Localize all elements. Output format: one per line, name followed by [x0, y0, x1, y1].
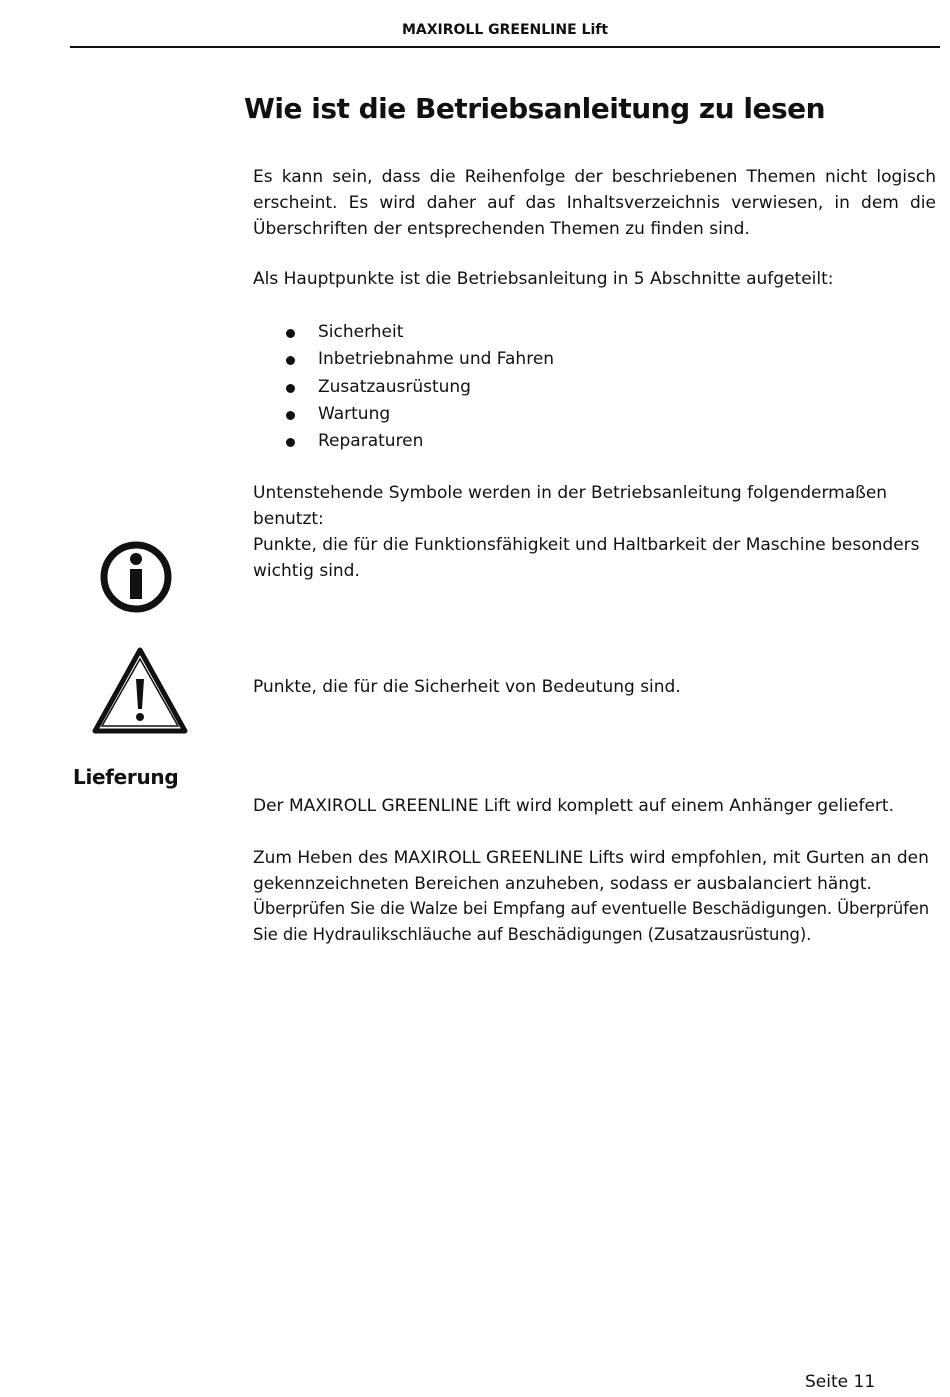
sections-intro: Als Hauptpunkte ist die Betriebsanleitung in 5 Abschnitte aufgeteilt: [253, 269, 834, 289]
info-icon [99, 540, 173, 614]
list-item: Sicherheit [253, 319, 554, 346]
intro-paragraph: Es kann sein, dass die Reihenfolge der beschriebenen Themen nicht logisch erscheint. Es wird daher auf das Inhaltsverzeichnis verwiesen, in dem die Überschriften der entsprechenden Themen zu finden sind. [253, 167, 936, 239]
header-title: MAXIROLL GREENLINE Lift [401, 22, 609, 38]
list-item: Reparaturen [253, 428, 554, 455]
header-rule [70, 46, 940, 48]
list-item: Zusatzausrüstung [253, 374, 554, 401]
page-title: Wie ist die Betriebsanleitung zu lesen [244, 92, 826, 125]
page-number: Seite 11 [805, 1372, 876, 1392]
section-heading-delivery: Lieferung [73, 765, 179, 789]
warning-text: Punkte, die für die Sicherheit von Bedeutung sind. [253, 677, 681, 697]
sections-list [253, 319, 554, 455]
info-text: Punkte, die für die Funktionsfähigkeit und Haltbarkeit der Maschine besonders wichtig sind. [253, 535, 920, 581]
delivery-paragraph-1: Der MAXIROLL GREENLINE Lift wird komplett auf einem Anhänger geliefert. [253, 796, 894, 816]
list-item: Inbetriebnahme und Fahren [253, 346, 554, 373]
list-item: Wartung [253, 401, 554, 428]
symbols-intro: Untenstehende Symbole werden in der Betriebsanleitung folgendermaßen benutzt: [253, 483, 888, 529]
delivery-paragraph-3: Überprüfen Sie die Walze bei Empfang auf eventuelle Beschädigungen. Überprüfen Sie die Hydraulikschläuche auf Beschädigungen (Zusatzausrüstung). [253, 899, 930, 944]
warning-triangle-icon [91, 645, 189, 735]
delivery-paragraph-2: Zum Heben des MAXIROLL GREENLINE Lifts wird empfohlen, mit Gurten an den gekennzeichneten Bereichen anzuheben, sodass er ausbalanciert hängt. [253, 848, 929, 894]
